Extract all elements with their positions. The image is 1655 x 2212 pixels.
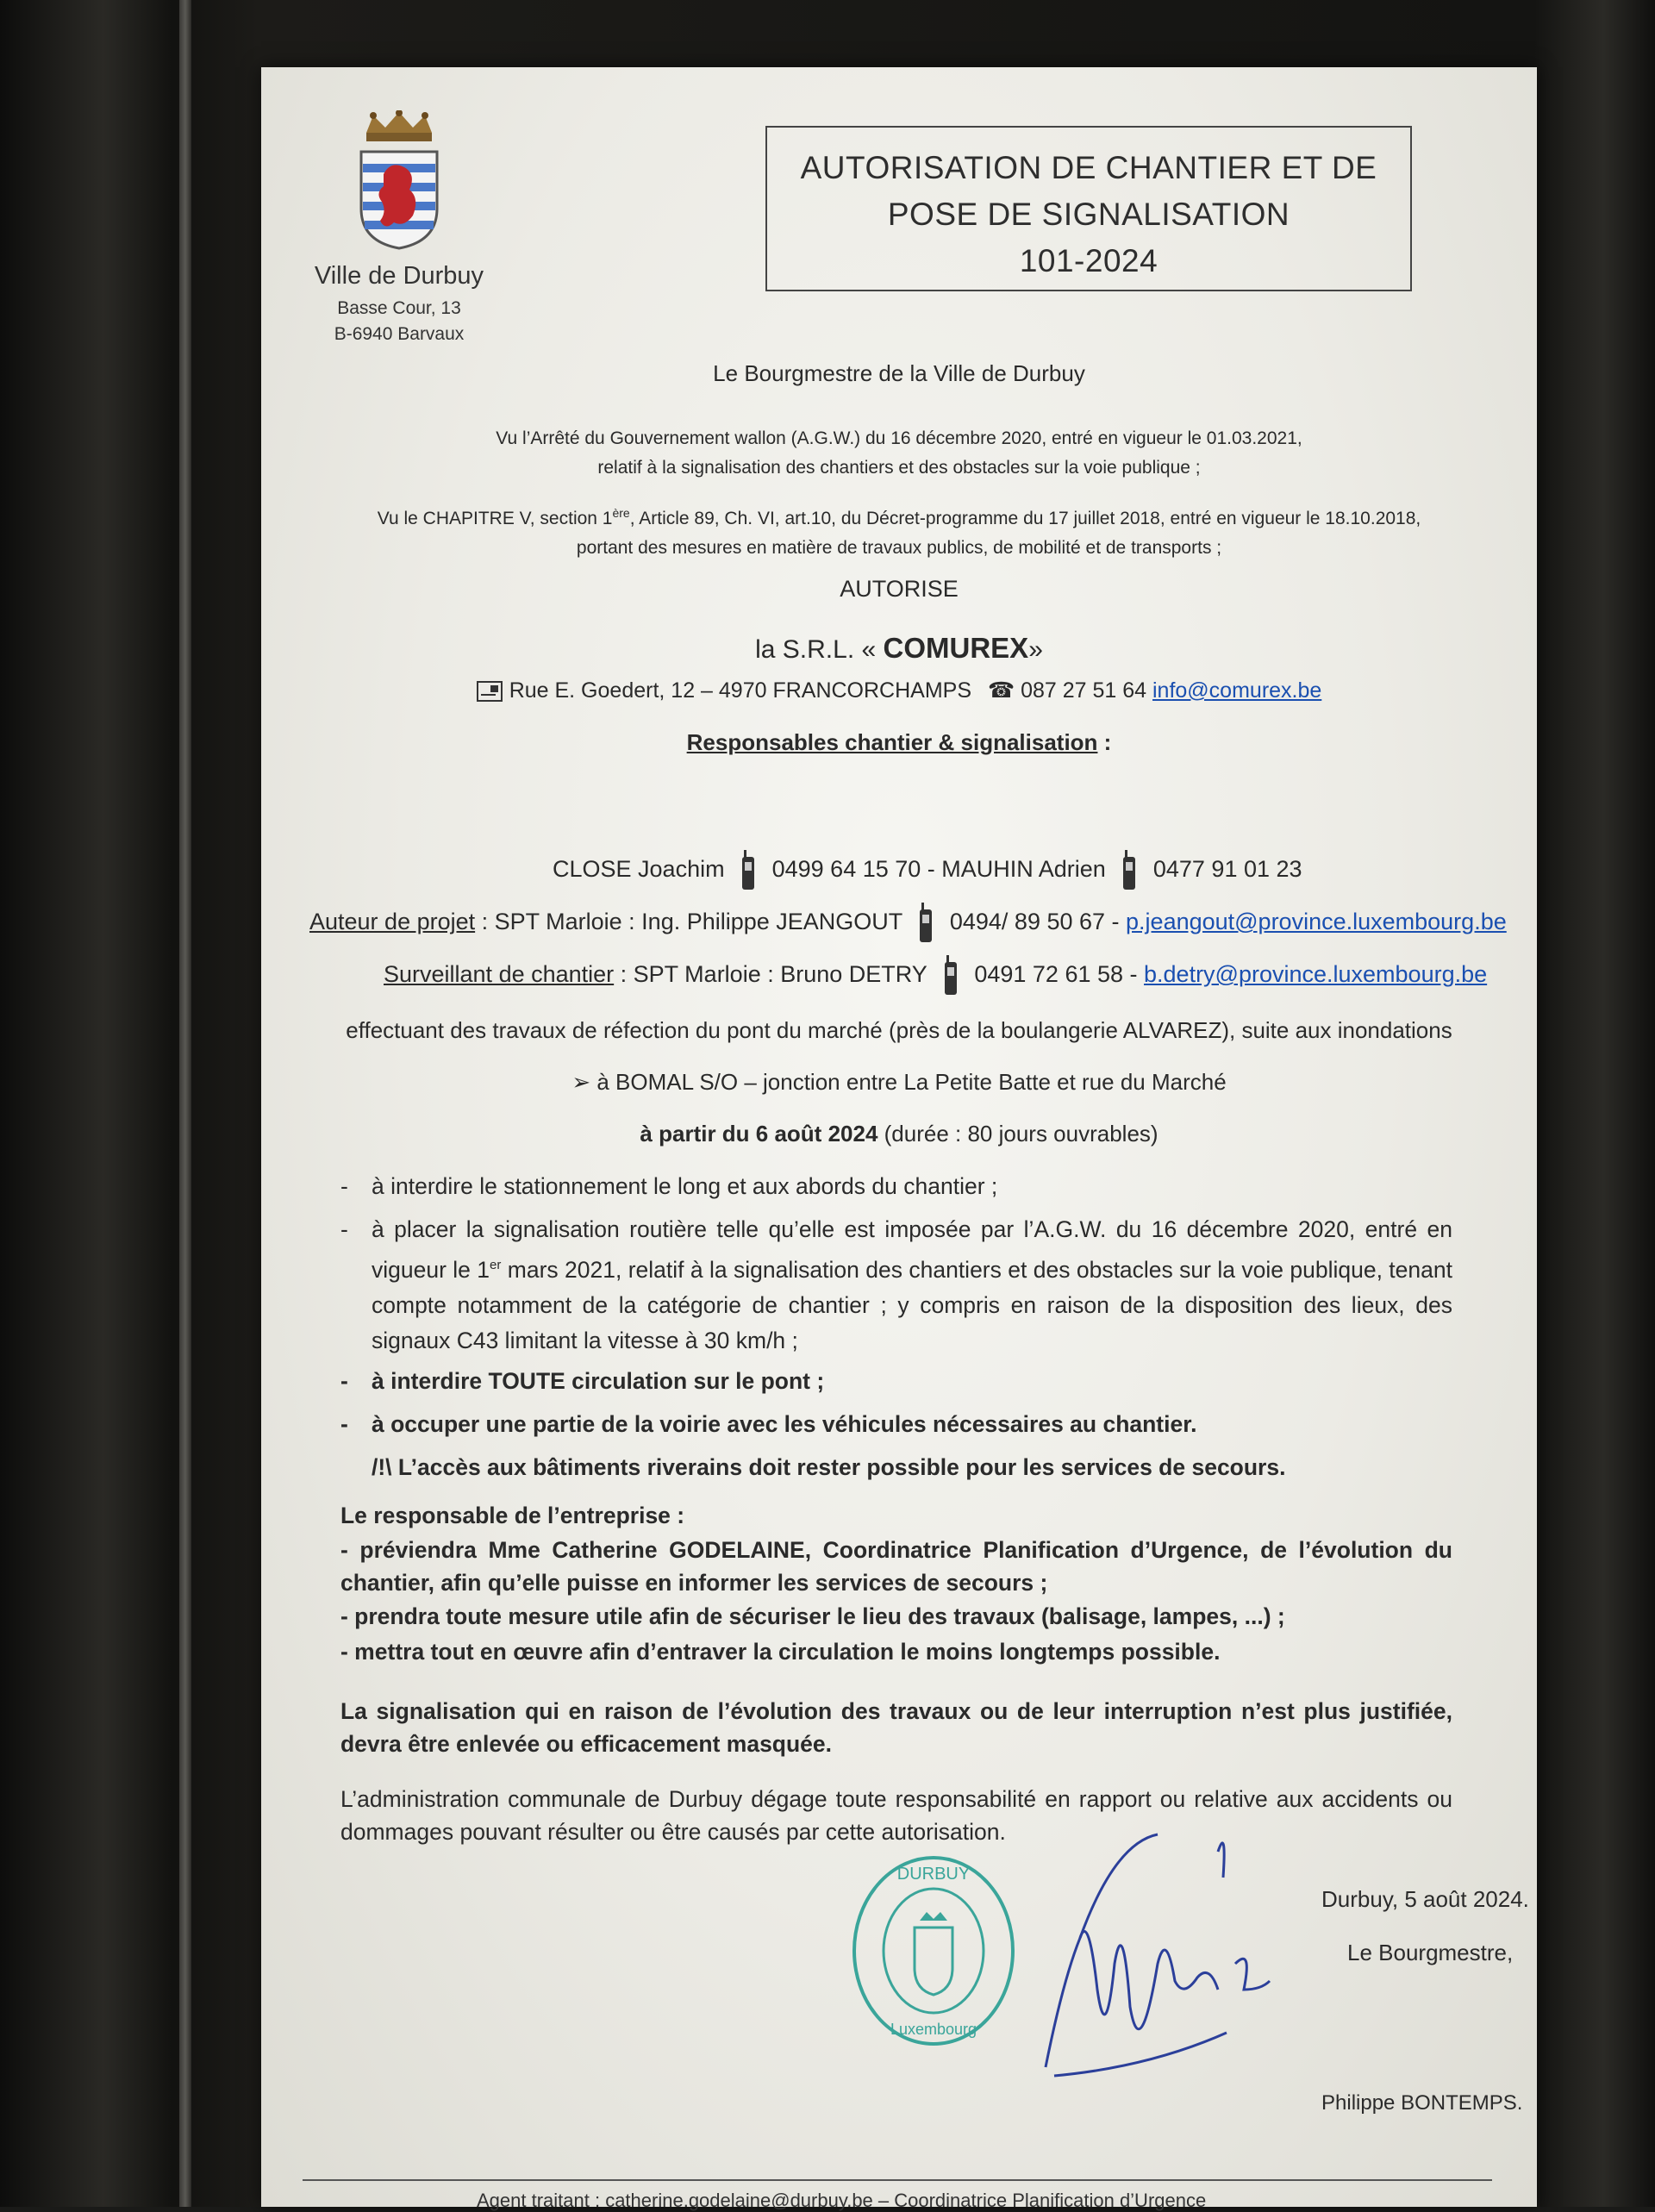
company-name-line <box>261 632 1537 665</box>
rule-4: à occuper une partie de la voirie avec les véhicules nécessaires au chantier. <box>372 1410 1197 1437</box>
company-prefix: la S.R.L. « <box>755 635 884 664</box>
rule-5-warning: /!\ L’accès aux bâtiments riverains doit rester possible pour les services de secours. <box>372 1453 1286 1480</box>
closing-paragraph-2: L’administration communale de Durbuy dégage toute responsabilité en rapport ou relative aux accidents ou dommages pouvant résulter ou être causés par cette autorisation. <box>340 1786 1452 1845</box>
title-line-1: AUTORISATION DE CHANTIER ET DE <box>800 150 1377 185</box>
municipal-header <box>296 110 503 347</box>
mobile-phone-icon <box>942 955 959 997</box>
responsable-2-phone: 0477 91 01 23 <box>1152 856 1302 883</box>
surveillant-text: : SPT Marloie : Bruno DETRY <box>614 961 927 988</box>
surveillant-phone: 0491 72 61 58 - <box>974 961 1145 988</box>
stamp-text-bottom: Luxembourg <box>890 2021 977 2038</box>
rule-item: - à placer la signalisation routière telle qu’elle est imposée par l’A.G.W. du 16 décembre 2020, entré en vigueur le 1er mars 2021, relatif à la signalisation des chantiers et des obstacles sur la voie publique, tenant compte notamment de la catégorie de chantier ; y compris en raison de la disposition des lieux, des signaux C43 limitant la vitesse à 30 km/h ; <box>340 1216 1452 1353</box>
works-period-line <box>261 1121 1537 1147</box>
stamp-text-top: DURBUY <box>896 1865 971 1884</box>
mobile-phone-icon <box>1121 850 1138 891</box>
works-location: à BOMAL S/O – jonction entre La Petite Batte et rue du Marché <box>590 1069 1227 1095</box>
metal-post <box>179 0 191 2207</box>
rule-1: à interdire le stationnement le long et aux abords du chantier ; <box>372 1173 998 1199</box>
responsable-1-phone-and-2-name: 0499 64 15 70 - MAUHIN Adrien <box>771 856 1106 883</box>
footer-agent: Agent traitant : catherine.godelaine@durbuy.be – Coordinatrice Planification d’Urgence <box>477 2190 1207 2211</box>
city-address-line2: B-6940 Barvaux <box>334 324 465 344</box>
rule-item: - à interdire TOUTE circulation sur le pont ; <box>340 1367 825 1394</box>
legal-basis-2-line2: portant des mesures en matière de travaux publics, de mobilité et de transports ; <box>576 538 1222 558</box>
footer-divider <box>303 2179 1492 2181</box>
responsables-line <box>553 850 1302 891</box>
coat-of-arms-icon <box>356 148 442 252</box>
mobile-phone-icon <box>917 903 934 944</box>
works-start-date: à partir du 6 août 2024 <box>640 1121 878 1147</box>
rule-2-end: mars 2021, relatif à la signalisation des chantiers et des obstacles sur la voie publique, tenant compte notamment de la catégorie de chantier ; y compris en raison de la disposition des lieux, des signaux C43 limitant la vitesse à 30 km/h ; <box>372 1256 1452 1353</box>
mobile-phone-icon <box>740 850 757 891</box>
legal-basis-2-start: Vu le CHAPITRE V, section 1 <box>377 509 613 528</box>
city-address-line1: Basse Cour, 13 <box>337 298 461 318</box>
auteur-projet-email-link[interactable]: p.jeangout@province.luxembourg.be <box>1126 909 1507 935</box>
auteur-projet-label: Auteur de projet <box>309 909 476 935</box>
surveillant-email-link[interactable]: b.detry@province.luxembourg.be <box>1144 961 1488 988</box>
legal-basis-2 <box>261 498 1537 563</box>
rule-item: - à interdire le stationnement le long et aux abords du chantier ; <box>340 1173 998 1199</box>
company-name: COMUREX <box>883 632 1029 664</box>
document-page <box>261 67 1537 2211</box>
entreprise-item-1: - préviendra Mme Catherine GODELAINE, Coordinatrice Planification d’Urgence, de l’évolution du chantier, afin qu’elle puisse en informer les services de secours ; <box>340 1537 1452 1596</box>
legal-basis-2-end: , Article 89, Ch. VI, art.10, du Décret-programme du 17 juillet 2018, entré en vigueur le 18.10.2018, <box>629 509 1421 528</box>
company-suffix: » <box>1028 635 1043 664</box>
title-line-3: 101-2024 <box>1019 243 1158 278</box>
municipal-stamp <box>847 1852 1020 2050</box>
entreprise-obligations <box>340 1498 1452 1670</box>
handwritten-signature <box>1028 1809 1304 2093</box>
city-name: Ville de Durbuy <box>314 262 484 290</box>
works-duration: (durée : 80 jours ouvrables) <box>877 1121 1158 1147</box>
company-phone: 087 27 51 64 <box>1021 678 1147 703</box>
crown-icon <box>356 110 442 145</box>
document-title-box <box>765 126 1412 291</box>
company-address: Rue E. Goedert, 12 – 4970 FRANCORCHAMPS <box>509 678 972 703</box>
legal-basis-1-line2: relatif à la signalisation des chantiers et des obstacles sur la voie publique ; <box>597 458 1201 478</box>
rule-2-sup: er <box>490 1258 502 1272</box>
autorise-heading: AUTORISE <box>840 576 959 602</box>
title-line-2: POSE DE SIGNALISATION <box>887 197 1290 232</box>
bourgmestre-heading: Le Bourgmestre de la Ville de Durbuy <box>713 360 1085 386</box>
responsables-heading-colon: : <box>1097 729 1112 755</box>
signature-name: Philippe BONTEMPS. <box>1321 2091 1523 2115</box>
arrow-bullet-icon: ➢ <box>571 1069 591 1095</box>
responsables-heading-line <box>261 729 1537 756</box>
legal-basis-2-sup: ère <box>612 506 630 520</box>
responsable-1-name: CLOSE Joachim <box>553 856 725 883</box>
company-email-link[interactable]: info@comurex.be <box>1152 678 1322 703</box>
rule-2-start: à placer la signalisation routière telle qu’elle est imposée par l’A.G.W. du 16 décembre 2020, entré en vigueur le 1 <box>372 1216 1452 1283</box>
works-description: effectuant des travaux de réfection du pont du marché (près de la boulangerie ALVAREZ), suite aux inondations <box>346 1017 1452 1043</box>
rule-item: - à occuper une partie de la voirie avec les véhicules nécessaires au chantier. <box>340 1410 1197 1437</box>
rule-3: à interdire TOUTE circulation sur le pont ; <box>372 1367 825 1394</box>
legal-basis-1 <box>261 424 1537 483</box>
telephone-icon: ☎ <box>987 678 1015 703</box>
auteur-projet-line <box>309 903 1507 944</box>
legal-basis-1-line1: Vu l’Arrêté du Gouvernement wallon (A.G.W.) du 16 décembre 2020, entré en vigueur le 01.03.2021, <box>496 428 1302 448</box>
closing-paragraph-1: La signalisation qui en raison de l’évolution des travaux ou de leur interruption n’est plus justifiée, devra être enlevée ou efficacement masquée. <box>340 1698 1452 1757</box>
works-location-line <box>261 1069 1537 1096</box>
surveillant-line <box>384 955 1487 997</box>
entreprise-heading: Le responsable de l’entreprise : <box>340 1503 685 1528</box>
auteur-projet-text: : SPT Marloie : Ing. Philippe JEANGOUT <box>475 909 902 935</box>
address-icon <box>477 681 503 702</box>
entreprise-item-2: - prendra toute mesure utile afin de sécuriser le lieu des travaux (balisage, lampes, ...) ; <box>340 1603 1285 1629</box>
entreprise-item-3: - mettra tout en œuvre afin d’entraver la circulation le moins longtemps possible. <box>340 1639 1221 1665</box>
signature-date: Durbuy, 5 août 2024. <box>1321 1886 1529 1912</box>
surveillant-label: Surveillant de chantier <box>384 961 615 988</box>
responsables-heading: Responsables chantier & signalisation <box>686 729 1098 755</box>
authorization-rules <box>340 1169 1452 1485</box>
auteur-projet-phone: 0494/ 89 50 67 - <box>949 909 1127 935</box>
company-contact-line <box>261 678 1537 703</box>
signature-role: Le Bourgmestre, <box>1347 1940 1514 1965</box>
